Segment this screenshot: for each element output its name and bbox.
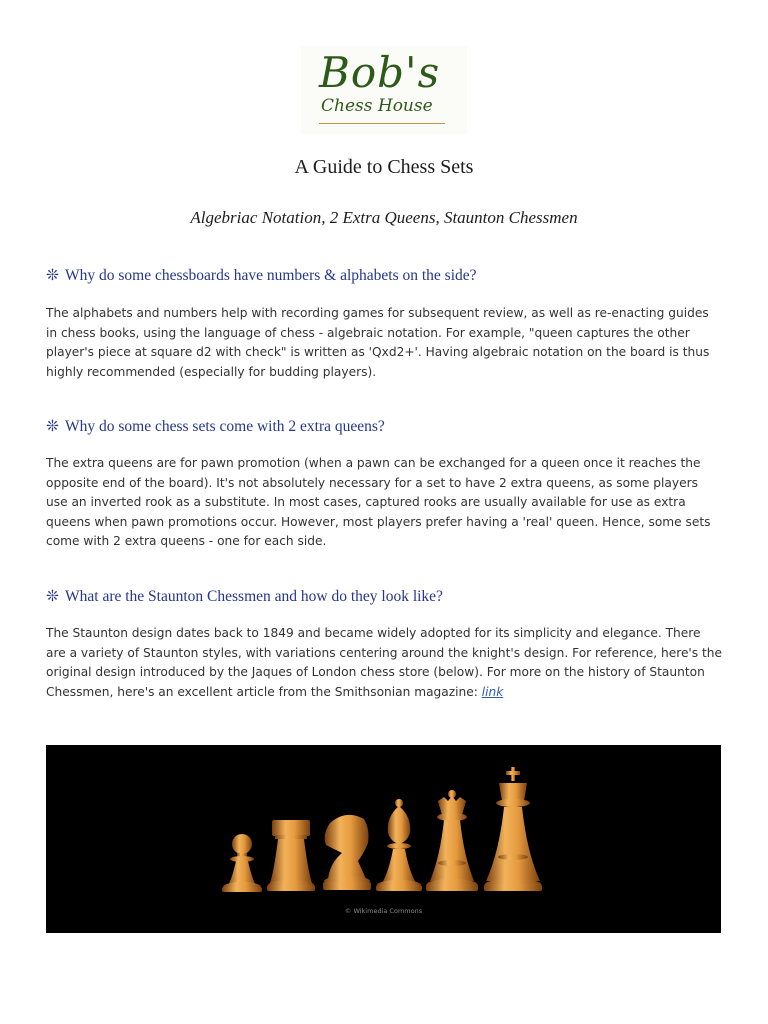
section-heading-text: What are the Staunton Chessmen and how do they look like? [65,588,443,605]
chess-pieces-illustration [46,745,721,933]
logo-line1: Bob's [319,48,441,97]
pawn-icon [222,834,262,892]
knight-icon [323,815,371,890]
snowflake-bullet-icon: ❊ [46,588,59,605]
section-heading-staunton [46,587,726,606]
section-heading-text: Why do some chess sets come with 2 extra queens? [65,418,385,435]
section-body-text: The Staunton design dates back to 1849 and became widely adopted for its simplicity and elegance. There are a variety of Staunton styles, with variations centering around the knight's design. For reference, here's the original design introduced by the Jaques of London chess store (below). For more on the history of Staunton Chessmen, here's an excellent article from the Smithsonian magazine: [46,626,723,699]
page-subtitle: Algebriac Notation, 2 Extra Queens, Staunton Chessmen [190,208,578,227]
snowflake-bullet-icon: ❊ [46,267,59,284]
king-icon [484,767,542,891]
staunton-chessmen-photo [46,745,721,933]
logo-underline [319,123,445,124]
logo-line2: Chess House [321,96,433,116]
section-body-notation: The alphabets and numbers help with recording games for subsequent review, as well as re-enacting guides in chess books, using the language of chess - algebraic notation. For example, "queen captures the other player's piece at square d2 with check" is written as 'Qxd2+'. Having algebraic notation on the board is thus highly recommended (especially for budding players). [46,306,710,379]
bishop-icon [376,799,422,891]
snowflake-bullet-icon: ❊ [46,418,59,435]
section-heading-text: Why do some chessboards have numbers & alphabets on the side? [65,267,477,284]
smithsonian-article-link[interactable]: link [481,684,504,699]
section-body-staunton [46,624,722,702]
bobs-chess-house-logo [301,46,467,134]
page-title: A Guide to Chess Sets [294,156,474,178]
rook-icon [267,820,315,891]
photo-credit: © Wikimedia Commons [344,907,423,915]
section-heading-notation [46,266,726,285]
section-heading-extra-queens [46,417,726,436]
section-body-extra-queens: The extra queens are for pawn promotion (when a pawn can be exchanged for a queen once it reaches the opposite end of the board). It's not absolutely necessary for a set to have 2 extra queens, as some players use an inverted rook as a substitute. In most cases, captured rooks are usually available for use as extra queens when pawn promotions occur. However, most players prefer having a 'real' queen. Hence, some sets come with 2 extra queens - one for each side. [46,456,711,548]
queen-icon [426,790,478,891]
